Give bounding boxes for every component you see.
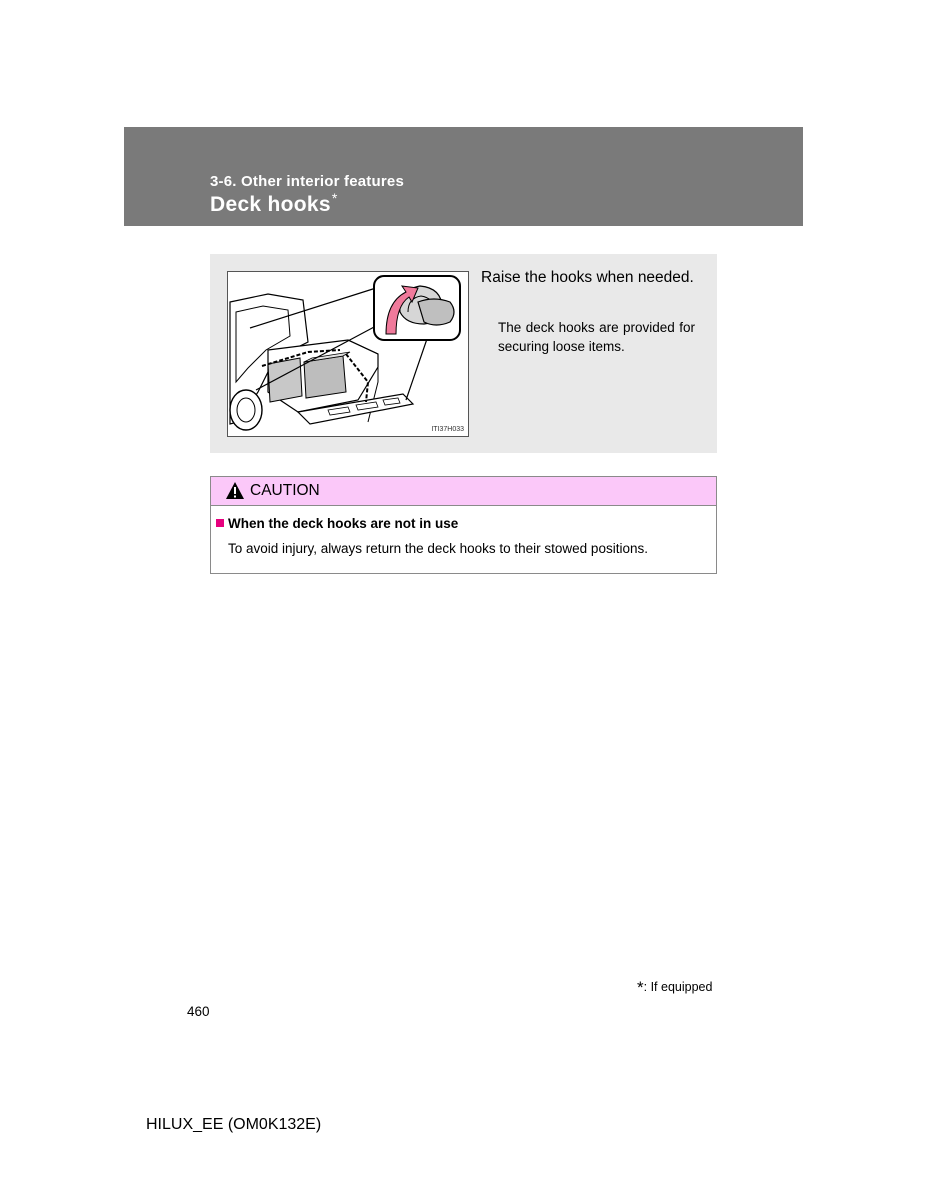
deck-hook-illustration [227,271,469,437]
model-code: HILUX_EE (OM0K132E) [146,1116,322,1133]
page-title [210,190,338,217]
page-number: 460 [187,1004,210,1019]
info-panel [210,254,717,453]
caution-item-title [216,516,458,531]
if-equipped-mark: * [331,190,338,206]
figure-code: ITI37H033 [431,426,464,433]
caution-item-title-text: When the deck hooks are not in use [228,516,459,531]
note-text: The deck hooks are provided for securing loose items. [498,320,695,354]
header-band [124,127,803,226]
instruction-text: Raise the hooks when needed. [481,269,694,286]
footnote-text: : If equipped [643,980,713,994]
bullet-square-icon [216,519,224,527]
caution-label: CAUTION [250,482,320,499]
truck-bed-drawing [228,272,468,436]
page-title-text: Deck hooks [210,193,331,216]
footnote [637,978,712,998]
footnote-mark: * [637,978,644,997]
warning-triangle-icon [225,481,245,500]
section-label: 3-6. Other interior features [210,173,404,190]
caution-header [211,477,716,506]
caution-box [210,476,717,574]
caution-item-text: To avoid injury, always return the deck hooks to their stowed positions. [228,541,648,556]
